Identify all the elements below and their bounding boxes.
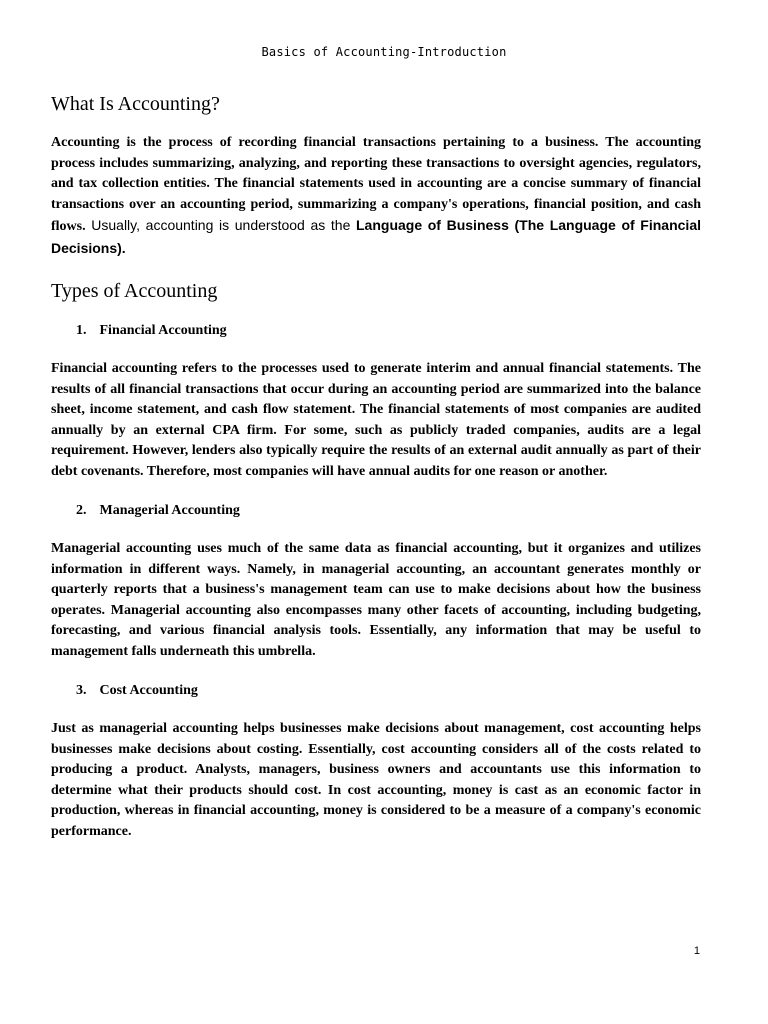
list-number: 1. (76, 323, 87, 338)
subheading-financial-accounting (51, 321, 701, 341)
paragraph-cost-accounting: Just as managerial accounting helps businesses make decisions about management, cost accounting helps businesses make decisions about costing. Essentially, cost accounting considers all of the costs related to producing a product. Analysts, managers, business owners and accountants use this information to determine what their products should cost. In cost accounting, money is cast as an economic factor in production, whereas in financial accounting, money is considered to be a measure of a company's economic performance. (51, 721, 701, 839)
list-number: 3. (76, 683, 87, 698)
paragraph-accounting-definition (51, 133, 701, 260)
heading-what-is-accounting: What Is Accounting? (51, 93, 220, 115)
paragraph-financial-accounting: Financial accounting refers to the processes used to generate interim and annual financial statements. The results of all financial transactions that occur during an accounting period are summarized into the balance sheet, income statement, and cash flow statement. The financial statements of most companies are audited annually by an external CPA firm. For some, such as publicly traded companies, audits are a legal requirement. However, lenders also typically require the results of an external audit annually as part of their debt covenants. Therefore, most companies will have annual audits for one reason or another. (51, 361, 701, 479)
subheading-managerial-accounting (51, 501, 701, 521)
language-of-business-emphasis: Language of Business (The Language of Financial Decisions). (51, 217, 701, 256)
subheading-label: Financial Accounting (99, 323, 227, 338)
paragraph-accounting-definition-main: Accounting is the process of recording financial transactions pertaining to a business. The accounting process includes summarizing, analyzing, and reporting these transactions to oversight agencies, regulators, and tax collection entities. The financial statements used in accounting are a concise summary of financial transactions over an accounting period, summarizing a company's operations, financial position, and cash flows. (51, 135, 701, 234)
heading-types-of-accounting: Types of Accounting (51, 280, 218, 302)
subheading-label: Cost Accounting (99, 683, 198, 698)
paragraph-managerial-accounting: Managerial accounting uses much of the same data as financial accounting, but it organizes and utilizes information in different ways. Namely, in managerial accounting, an accountant generates monthly or quarterly reports that a business's management team can use to make decisions about how the business operates. Managerial accounting also encompasses many other facets of accounting, including budgeting, forecasting, and various financial analysis tools. Essentially, any information that may be useful to management falls underneath this umbrella. (51, 541, 701, 659)
page-number: 1 (693, 945, 700, 957)
page-content (51, 93, 701, 842)
subheading-cost-accounting (51, 681, 701, 701)
paragraph-accounting-definition-tail: Usually, accounting is understood as the (85, 217, 356, 233)
subheading-label: Managerial Accounting (99, 503, 240, 518)
running-header: Basics of Accounting-Introduction (261, 45, 507, 59)
list-number: 2. (76, 503, 87, 518)
